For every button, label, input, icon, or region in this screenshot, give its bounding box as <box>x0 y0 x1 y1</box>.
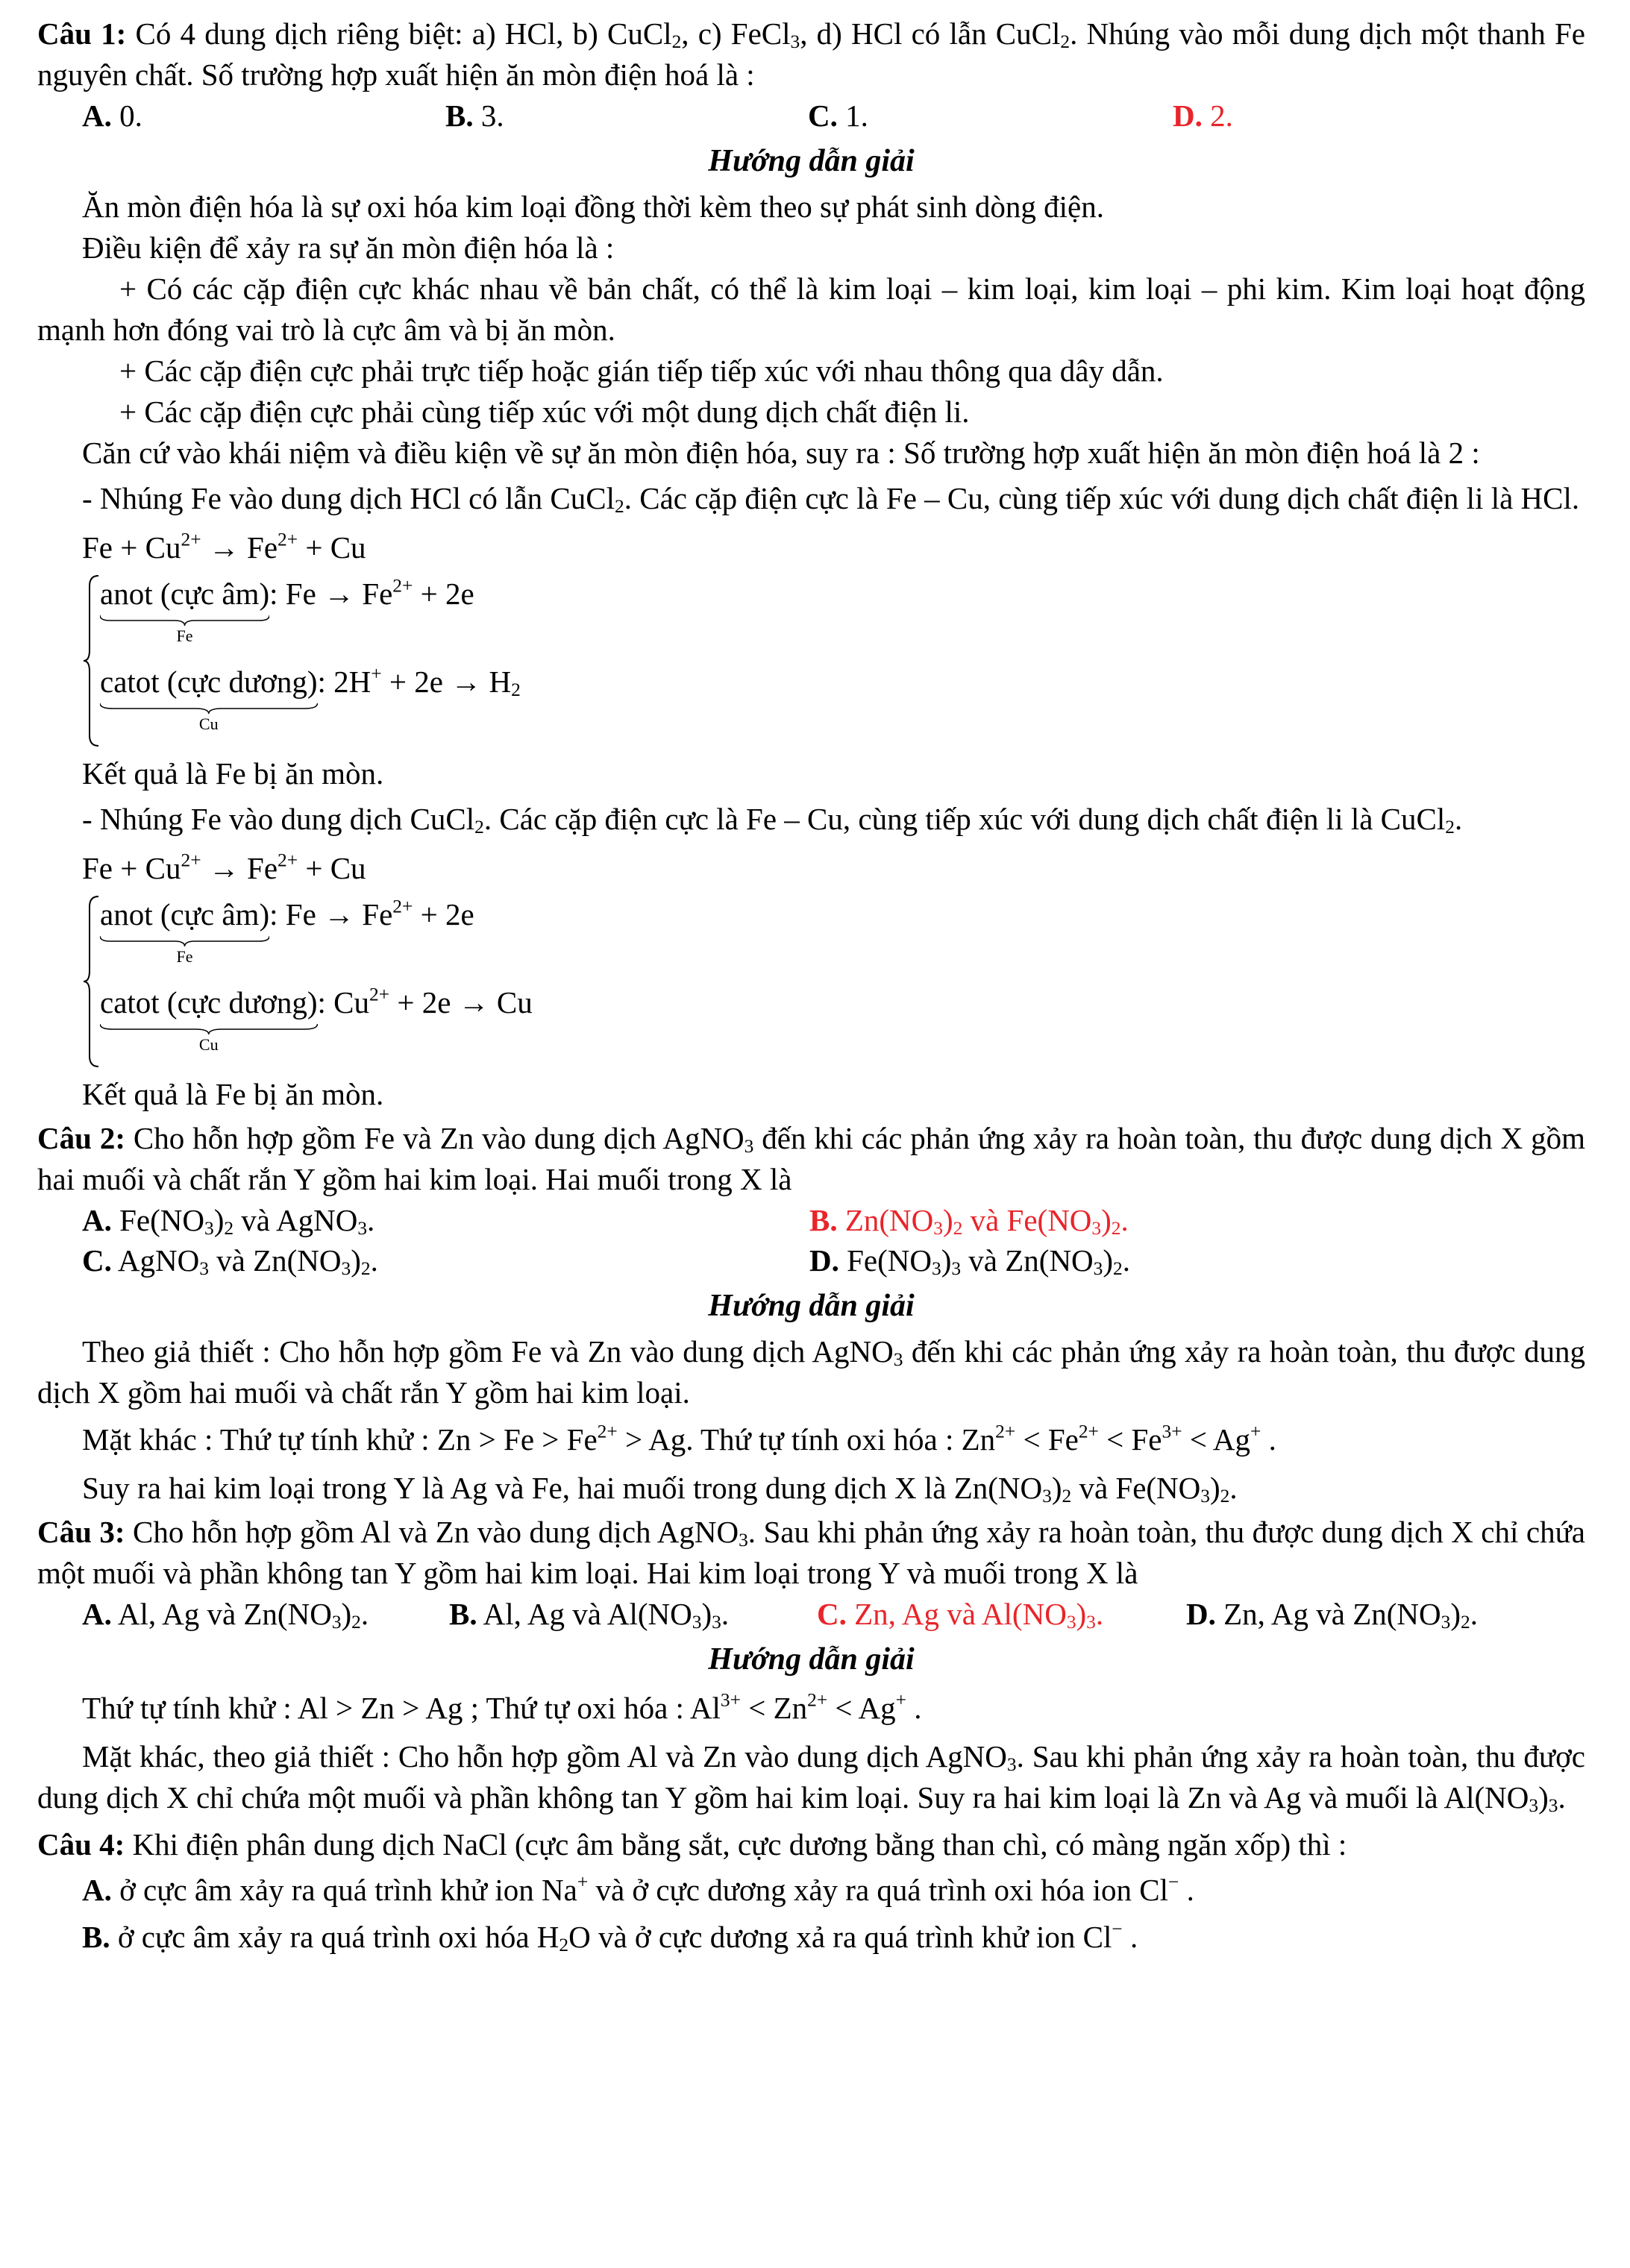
guide-paragraph: Suy ra hai kim loại trong Y là Ag và Fe, hai muối trong dung dịch X là $Zn(NO_3)_2$ và $Fe(NO_3)_2$. <box>82 1471 1238 1507</box>
guide-paragraph: Ăn mòn điện hóa là sự oxi hóa kim loại đồng thời kèm theo sự phát sinh dòng điện. <box>82 189 1104 224</box>
guide-result: Kết quả là Fe bị ăn mòn. <box>82 756 384 791</box>
guide-condition: + Các cặp điện cực phải trực tiếp hoặc gián tiếp tiếp xúc với nhau thông qua dây dẫn. <box>119 354 1164 388</box>
question-4-stem: Câu 4: Khi điện phân dung dịch NaCl (cực âm bằng sắt, cực dương bằng than chì, có màng ngăn xốp) thì : <box>37 1827 1347 1862</box>
underbrace-icon <box>100 935 269 947</box>
anode-line: anot (cực âm) Fe : $Fe \to Fe^{2+} + 2e$ <box>100 896 474 966</box>
guide-title: Hướng dẫn giải <box>708 144 915 178</box>
guide-paragraph: Điều kiện để xảy ra sự ăn mòn điện hóa là : <box>82 230 615 265</box>
question-2-options-row-2 <box>37 1240 1585 1281</box>
electrode-system-2 <box>37 893 1585 1069</box>
option-b[interactable]: B. 3. <box>445 98 504 133</box>
reaction-equation: $Fe + Cu^{2+} \to Fe^{2+} + Cu$ <box>82 849 366 885</box>
question-2-stem: Câu 2: Cho hỗn hợp gồm Fe và Zn vào dung dịch AgNO$_3$ đến khi các phản ứng xảy ra hoàn toàn, thu được dung dịch X gồm hai muối và chất rắn Y gồm hai kim loại. Hai muối trong X là <box>37 1121 1585 1196</box>
question-1-options <box>37 95 1585 136</box>
option-c-answer[interactable]: C. Zn, Ag và $Al(NO_3)_3$. <box>817 1597 1104 1633</box>
option-a[interactable]: A. Al, Ag và $Zn(NO_3)_2$. <box>82 1597 369 1633</box>
option-d[interactable]: D. $Fe(NO_3)_3$ và $Zn(NO_3)_2$. <box>809 1243 1130 1280</box>
option-c[interactable]: C. AgNO$_3$ và $Zn(NO_3)_2$. <box>82 1243 378 1280</box>
question-2-options-row-1 <box>37 1200 1585 1240</box>
underbrace-icon <box>100 615 269 626</box>
question-3-stem: Câu 3: Cho hỗn hợp gồm Al và Zn vào dung dịch AgNO$_3$. Sau khi phản ứng xảy ra hoàn toàn, thu được dung dịch X chỉ chứa một muối và phần không tan Y gồm hai kim loại. Hai kim loại trong Y và muối trong X là <box>37 1515 1585 1590</box>
option-c[interactable]: C. 1. <box>808 98 868 133</box>
guide-title: Hướng dẫn giải <box>708 1289 915 1323</box>
guide-paragraph: Theo giả thiết : Cho hỗn hợp gồm Fe và Zn vào dung dịch AgNO$_3$ đến khi các phản ứng xảy ra hoàn toàn, thu được dung dịch X gồm hai muối và chất rắn Y gồm hai kim loại. <box>37 1334 1585 1410</box>
option-b[interactable]: B. Al, Ag và $Al(NO_3)_3$. <box>449 1597 730 1633</box>
option-a[interactable]: A. $Fe(NO_3)_2$ và AgNO$_3$. <box>82 1203 375 1240</box>
brace-icon <box>82 893 100 1069</box>
underbrace-icon <box>100 703 318 714</box>
option-a[interactable]: A. ở cực âm xảy ra quá trình khử ion Na+ và ở cực dương xảy ra quá trình oxi hóa ion Cl− . <box>82 1871 1194 1907</box>
option-d-answer[interactable]: D. 2. <box>1173 98 1233 133</box>
cathode-line: catot (cực dương) Cu : $Cu^{2+} + 2e \to Cu$ <box>100 984 533 1054</box>
anode-line: anot (cực âm) Fe : $Fe \to Fe^{2+} + 2e$ <box>100 575 474 645</box>
brace-icon <box>82 573 100 749</box>
guide-case-1: - Nhúng Fe vào dung dịch HCl có lẫn CuCl$_2$. Các cặp điện cực là Fe – Cu, cùng tiếp xúc với dung dịch chất điện li là HCl. <box>82 481 1580 518</box>
question-label: Câu 2: <box>37 1121 125 1155</box>
option-b[interactable]: B. ở cực âm xảy ra quá trình oxi hóa $H_2O$ và ở cực dương xả ra quá trình khử ion Cl− . <box>82 1918 1138 1956</box>
option-b-answer[interactable]: B. $Zn(NO_3)_2$ và $Fe(NO_3)_2$. <box>809 1203 1129 1240</box>
reaction-equation: $Fe + Cu^{2+} \to Fe^{2+} + Cu$ <box>82 529 366 565</box>
guide-condition: + Có các cặp điện cực khác nhau về bản chất, có thể là kim loại – kim loại, kim loại – phi kim. Kim loại hoạt động mạnh hơn đóng vai trò là cực âm và bị ăn mòn. <box>37 271 1585 347</box>
question-label: Câu 1: <box>37 16 127 51</box>
question-label: Câu 4: <box>37 1827 125 1862</box>
guide-result: Kết quả là Fe bị ăn mòn. <box>82 1077 384 1111</box>
guide-paragraph: Mặt khác : Thứ tự tính khử : $Zn > Fe > Fe^{2+} > Ag$. Thứ tự tính oxi hóa : $Zn^{2+} < Fe^{2+} < Fe^{3+} < Ag^+$ . <box>82 1421 1276 1457</box>
cathode-line: catot (cực dương) Cu : $2H^+ + 2e \to H_2$ <box>100 663 521 733</box>
guide-paragraph: Thứ tự tính khử : Al > Zn > Ag ; Thứ tự oxi hóa : $Al^{3+} < Zn^{2+} < Ag^+$ . <box>82 1689 922 1725</box>
question-label: Câu 3: <box>37 1515 125 1549</box>
electrode-system-1 <box>37 573 1585 749</box>
option-d[interactable]: D. Zn, Ag và $Zn(NO_3)_2$. <box>1186 1597 1478 1633</box>
question-3-options <box>37 1594 1585 1634</box>
underbrace-icon <box>100 1023 318 1035</box>
guide-condition: + Các cặp điện cực phải cùng tiếp xúc với một dung dịch chất điện li. <box>119 395 970 429</box>
guide-title: Hướng dẫn giải <box>708 1642 915 1677</box>
option-a[interactable]: A. 0. <box>82 98 142 133</box>
guide-paragraph: Mặt khác, theo giả thiết : Cho hỗn hợp gồm Al và Zn vào dung dịch AgNO$_3$. Sau khi phản ứng xảy ra hoàn toàn, thu được dung dịch X chỉ chứa một muối và phần không tan Y gồm hai kim loại. Suy ra hai kim loại là Zn và Ag và muối là $Al(NO_3)_3$. <box>37 1739 1585 1817</box>
guide-paragraph: Căn cứ vào khái niệm và điều kiện về sự ăn mòn điện hóa, suy ra : Số trường hợp xuất hiện ăn mòn điện hoá là 2 : <box>82 436 1480 470</box>
question-1-stem: Câu 1: Có 4 dung dịch riêng biệt: a) HCl, b) CuCl$_2$, c) FeCl$_3$, d) HCl có lẫn CuCl$_2$. Nhúng vào mỗi dung dịch một thanh Fe nguyên chất. Số trường hợp xuất hiện ăn mòn điện hoá là : <box>37 16 1585 92</box>
guide-case-2: - Nhúng Fe vào dung dịch CuCl$_2$. Các cặp điện cực là Fe – Cu, cùng tiếp xúc với dung dịch chất điện li là CuCl$_2$. <box>82 802 1463 838</box>
